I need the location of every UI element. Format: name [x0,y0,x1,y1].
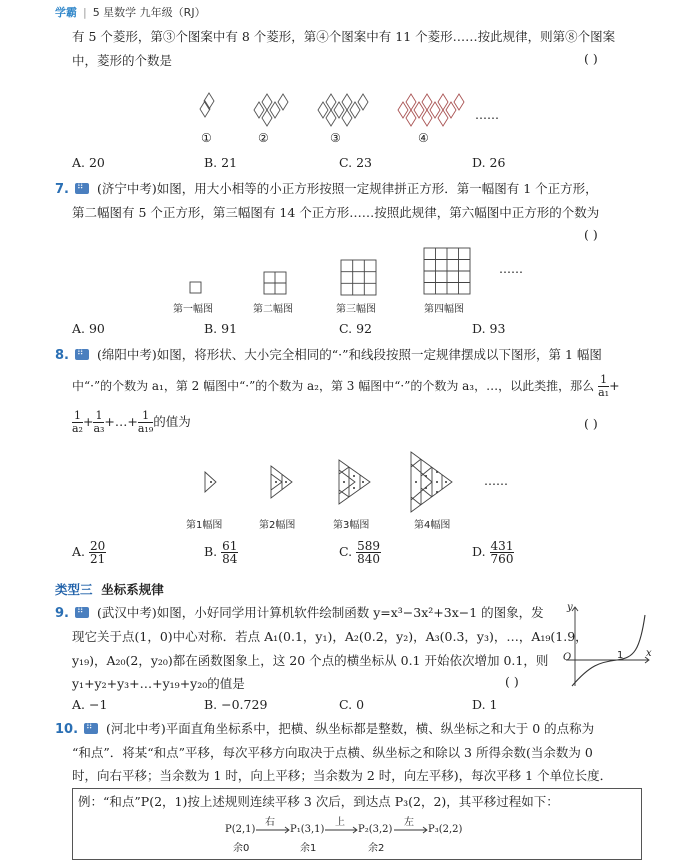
header-separator: | [82,6,87,19]
q9-source: (武汉中考) [96,605,157,620]
q8-text2: 中“·”的个数为 a₁，第 2 幅图中“·”的个数为 a₂，第 3 幅图中“·”的个数为 a₃，…，以此类推，那么 [72,379,595,393]
q8-fraction-1-a3: $\frac{1}{\text{a₃}}$ [93,409,105,435]
q8-number: 8. [55,348,69,363]
q7-caption-2: 第二幅图 [253,304,293,315]
q6-line2: 中，菱形的个数是 [72,53,173,68]
chain-point-p3: P₃(2,2) [428,824,463,835]
q8-text1: 如图，将形状、大小完全相同的“·”和线段按照一定规律摆成以下图形，第 1 幅图 [156,347,602,362]
q9-line2: 现它关于点(1，0)中心对称．若点 A₁(0.1，y₁)，A₂(0.2，y₂)，A₃(0.3，y₃)，…，A₁₉(1.9， [72,629,588,644]
chain-arrow-up-label: 上 [335,817,345,828]
q7-option-b: B. 91 [204,321,238,336]
q6-answer-paren: ( ) [584,51,598,66]
q6-option-c: C. 23 [339,155,372,170]
q7-caption-1: 第一幅图 [173,304,213,315]
q10-number: 10. [55,722,79,737]
q7-answer-paren: ( ) [584,227,598,242]
q8-fraction-1-a2: $\frac{1}{\text{a₂}}$ [72,409,83,435]
q8-option-b: B. $\frac{61}{84}$ [204,539,238,566]
q8-source: (绵阳中考) [96,347,157,362]
q8-option-d: D. $\frac{431}{760}$ [472,539,514,566]
q8-caption-2: 第2幅图 [259,520,296,531]
q9-line4: y₁+y₂+y₃+…+y₁₉+y₂₀的值是 [72,676,245,691]
q6-option-d: D. 26 [472,155,506,170]
q8-caption-4: 第4幅图 [414,520,451,531]
plus-sign: + [82,414,94,429]
graph-x-label: x [646,648,652,659]
q7-ellipsis: …… [499,262,523,276]
q7-line2: 第二幅图有 5 个正方形，第三幅图有 14 个正方形……按照此规律，第六幅图中正方形的个数为 [72,205,600,220]
q6-option-a: A. 20 [72,155,105,170]
q6-label-4: ④ [418,131,429,145]
q6-option-b: B. 21 [204,155,238,170]
q8-option-c: C. $\frac{589}{840}$ [339,539,380,566]
q10-line3: 时，向右平移；当余数为 1 时，向上平移；当余数为 2 时，向左平移)，每次平移 1 个单位长度． [72,768,613,783]
q6-ellipsis: …… [475,108,499,122]
q8-fraction-1-a1: $\frac{1}{\text{a₁}}$ [598,373,610,399]
q6-line1: 有 5 个菱形，第③个图案中有 8 个菱形，第④个图案中有 11 个菱形……按此规律，则第⑧个图案 [72,29,616,44]
q9-line3: y₁₉)，A₂₀(2，y₂₀)都在函数图象上，这 20 个点的横坐标从 0.1 开始依次增加 0.1，则 [72,653,549,668]
graph-origin-label: O [563,652,572,663]
chain-arrow-left-label: 左 [404,817,414,828]
q7-option-c: C. 92 [339,321,372,336]
q6-label-1: ① [201,131,212,145]
q8-option-a: A. $\frac{20}{21}$ [72,539,106,566]
q8-tail: 的值为 [153,414,191,429]
q10-source: (河北中考) [106,721,166,736]
graph-y-label: y [567,602,573,613]
plus-sign: + [609,378,620,393]
q9-option-a: A. −1 [72,697,108,712]
graph-tick-1: 1 [617,650,624,661]
chain-point-p1: P₁(3,1) [290,824,325,835]
brand-logo: 学霸 [55,6,77,19]
q10-text1: 平面直角坐标系中，把横、纵坐标都是整数，横、纵坐标之和大于 0 的点称为 [165,721,595,736]
q6-label-3: ③ [330,131,341,145]
chain-rem-1: 余1 [300,843,317,854]
q8-caption-1: 第1幅图 [186,520,223,531]
book-title: 5 星数学 九年级（RJ） [92,6,206,19]
chain-point-p: P(2,1) [225,824,256,835]
q8-answer-paren: ( ) [584,416,598,431]
chain-arrow-right-label: 右 [265,817,275,828]
q7-number: 7. [55,182,69,197]
plus-ellipsis: +…+ [104,414,138,429]
chain-point-p2: P₂(3,2) [358,824,393,835]
chain-rem-0: 余0 [233,843,250,854]
section-title: 坐标系规律 [101,582,164,597]
q6-label-2: ② [258,131,269,145]
q9-option-c: C. 0 [339,697,365,712]
q9-number: 9. [55,606,69,621]
q8-caption-3: 第3幅图 [333,520,370,531]
q10-example-text: 例：“和点”P(2，1)按上述规则连续平移 3 次后，到达点 P₃(2，2)，其平移过程如下： [78,794,559,809]
q7-caption-3: 第三幅图 [336,304,376,315]
q9-option-b: B. −0.729 [204,697,268,712]
q10-line2: “和点”．将某“和点”平移，每次平移方向取决于点横、纵坐标之和除以 3 所得余数(当余数为 0 [72,745,593,760]
q8-ellipsis: …… [484,474,508,488]
q8-fraction-1-a19: $\frac{1}{\text{a₁₉}}$ [137,409,154,435]
q9-answer-paren: ( ) [505,674,519,689]
q7-text1: 如图，用大小相等的小正方形按照一定规律拼正方形．第一幅图有 1 个正方形， [156,181,598,196]
q7-option-d: D. 93 [472,321,506,336]
q9-option-d: D. 1 [472,697,498,712]
chain-rem-2: 余2 [368,843,385,854]
q7-option-a: A. 90 [72,321,105,336]
q7-caption-4: 第四幅图 [424,304,464,315]
section-label: 类型三 [55,582,93,597]
q9-text1: 如图，小好同学用计算机软件绘制函数 y=x³−3x²+3x−1 的图象，发 [156,605,544,620]
q7-source: (济宁中考) [96,181,157,196]
